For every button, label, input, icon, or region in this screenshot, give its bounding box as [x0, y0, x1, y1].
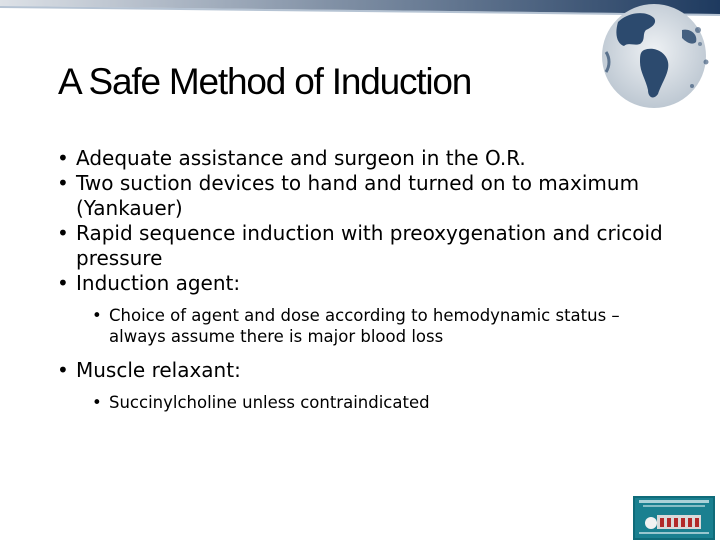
bullet-glyph: • — [57, 221, 69, 245]
bullet-item — [57, 221, 677, 271]
bullet-text: Muscle relaxant: — [76, 358, 241, 382]
bullet-glyph: • — [57, 171, 69, 195]
bullet-glyph: • — [92, 393, 102, 412]
bullet-item — [57, 271, 677, 296]
slide-title: A Safe Method of Induction — [58, 61, 472, 102]
bullet-item — [57, 171, 677, 221]
sub-bullet-text: Succinylcholine unless contraindicated — [109, 393, 430, 412]
bullet-text: Induction agent: — [76, 271, 241, 295]
bullet-text: Adequate assistance and surgeon in the O.R. — [76, 146, 526, 170]
society-logo-icon — [633, 496, 715, 540]
bullet-glyph: • — [57, 146, 69, 170]
bullet-glyph: • — [92, 306, 102, 325]
world-globe-icon — [588, 0, 720, 118]
bullet-glyph: • — [57, 358, 69, 382]
bullet-text: Two suction devices to hand and turned on to maximum (Yankauer) — [76, 171, 640, 220]
sub-bullet-item — [57, 305, 677, 347]
sub-bullet-item — [57, 392, 677, 413]
bullet-item — [57, 358, 677, 383]
sub-bullet-text: Choice of agent and dose according to hemodynamic status – always assume there is major blood loss — [109, 306, 620, 346]
bullet-glyph: • — [57, 271, 69, 295]
bullet-list — [57, 146, 677, 424]
bullet-text: Rapid sequence induction with preoxygenation and cricoid pressure — [76, 221, 663, 270]
bullet-item — [57, 146, 677, 171]
